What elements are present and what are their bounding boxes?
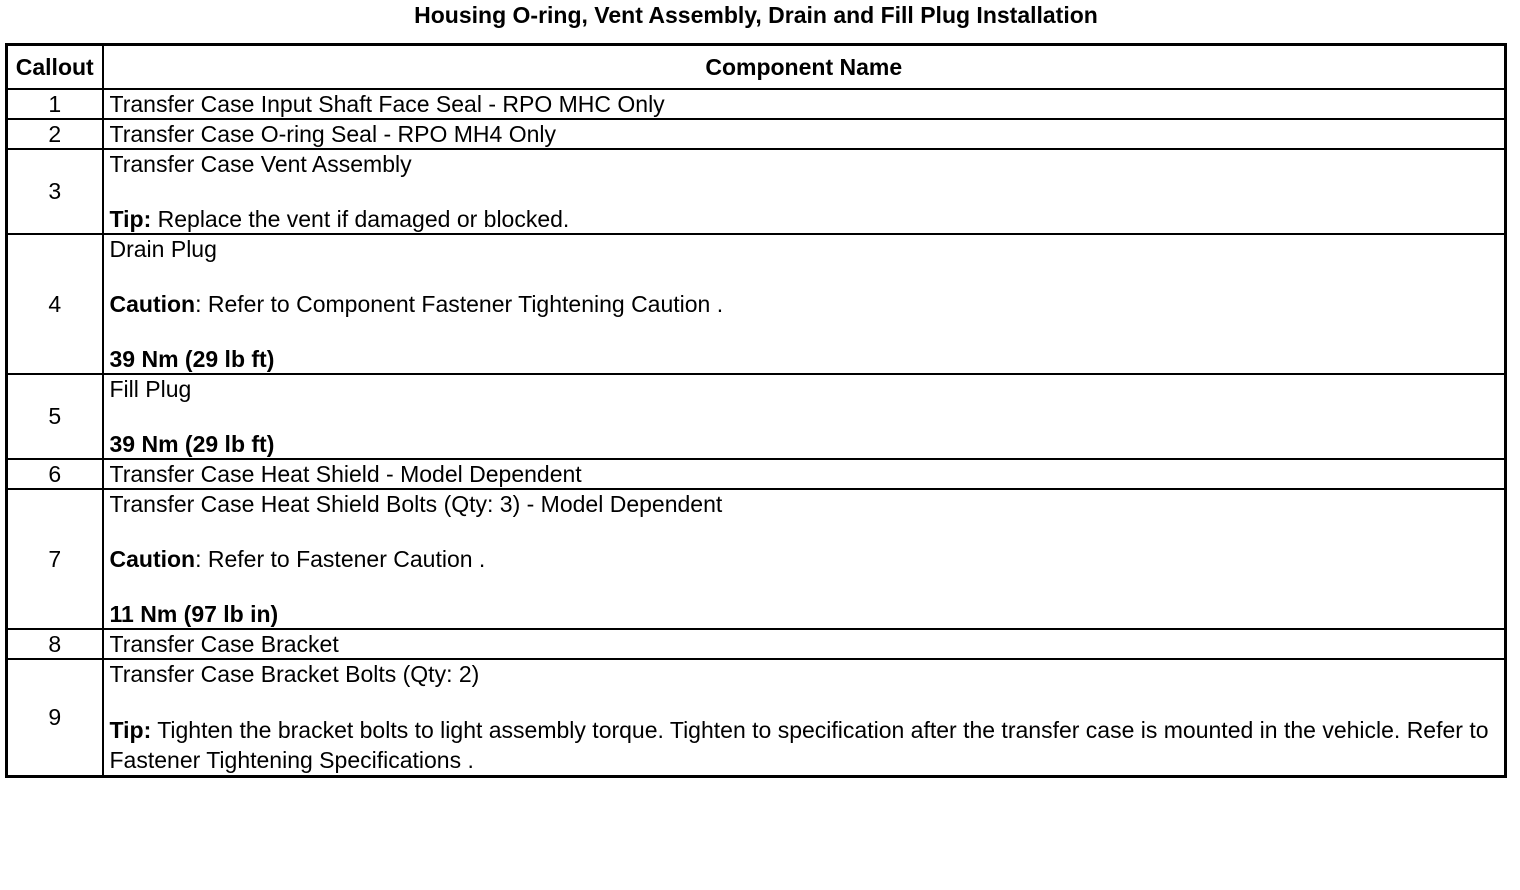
- header-component-name: Component Name: [103, 45, 1506, 90]
- table-row: [7, 149, 1506, 234]
- component-cell: [103, 374, 1506, 459]
- component-name: Transfer Case Bracket Bolts (Qty: 2): [109, 661, 480, 687]
- caution-note: [110, 545, 1499, 573]
- page-title: Housing O-ring, Vent Assembly, Drain and Fill Plug Installation: [414, 2, 1098, 28]
- torque-spec: 39 Nm (29 lb ft): [109, 346, 275, 372]
- tip-label: Tip:: [109, 717, 152, 743]
- component-name: Fill Plug: [109, 376, 192, 402]
- component-name: Transfer Case Heat Shield - Model Dependent: [109, 461, 582, 487]
- callout-cell: 3: [7, 149, 103, 234]
- table-row: [7, 374, 1506, 459]
- component-cell: [103, 489, 1506, 629]
- table-row: [7, 234, 1506, 374]
- component-cell: [103, 149, 1506, 234]
- component-name: Transfer Case Heat Shield Bolts (Qty: 3) - Model Dependent: [109, 491, 723, 517]
- table-row: [7, 119, 1506, 149]
- callout-cell: 2: [7, 119, 103, 149]
- tip-text: Replace the vent if damaged or blocked.: [151, 206, 570, 232]
- tip-text: Tighten the bracket bolts to light assembly torque. Tighten to specification after the transfer case is mounted in the vehicle. Refer to Fastener Tightening Specifications .: [109, 717, 1489, 773]
- component-cell: [103, 119, 1506, 149]
- callout-cell: 5: [7, 374, 103, 459]
- table-row: [7, 89, 1506, 119]
- component-table: [5, 43, 1507, 778]
- component-cell: [103, 459, 1506, 489]
- callout-cell: 7: [7, 489, 103, 629]
- caution-label: Caution: [109, 546, 196, 572]
- component-name: Transfer Case O-ring Seal - RPO MH4 Only: [109, 121, 556, 147]
- caution-text: : Refer to Component Fastener Tightening Caution .: [195, 291, 724, 317]
- tip-note: [110, 205, 1499, 233]
- caution-text: : Refer to Fastener Caution .: [195, 546, 486, 572]
- component-cell: [103, 659, 1506, 777]
- tip-label: Tip:: [109, 206, 152, 232]
- torque-spec: 39 Nm (29 lb ft): [109, 431, 275, 457]
- component-name: Transfer Case Vent Assembly: [109, 151, 412, 177]
- table-row: [7, 459, 1506, 489]
- component-cell: [103, 629, 1506, 659]
- component-name: Transfer Case Input Shaft Face Seal - RPO MHC Only: [109, 91, 665, 117]
- callout-cell: 6: [7, 459, 103, 489]
- component-name: Transfer Case Bracket: [109, 631, 339, 657]
- callout-cell: 8: [7, 629, 103, 659]
- torque-spec: 11 Nm (97 lb in): [109, 601, 279, 627]
- table-row: [7, 659, 1506, 777]
- callout-cell: 9: [7, 659, 103, 777]
- header-row: [7, 45, 1506, 90]
- caution-label: Caution: [109, 291, 196, 317]
- callout-cell: 1: [7, 89, 103, 119]
- header-callout: Callout: [7, 45, 103, 90]
- tip-note: [110, 715, 1499, 775]
- callout-cell: 4: [7, 234, 103, 374]
- component-cell: [103, 234, 1506, 374]
- table-row: [7, 629, 1506, 659]
- table-row: [7, 489, 1506, 629]
- component-cell: [103, 89, 1506, 119]
- component-name: Drain Plug: [109, 236, 217, 262]
- caution-note: [110, 290, 1499, 318]
